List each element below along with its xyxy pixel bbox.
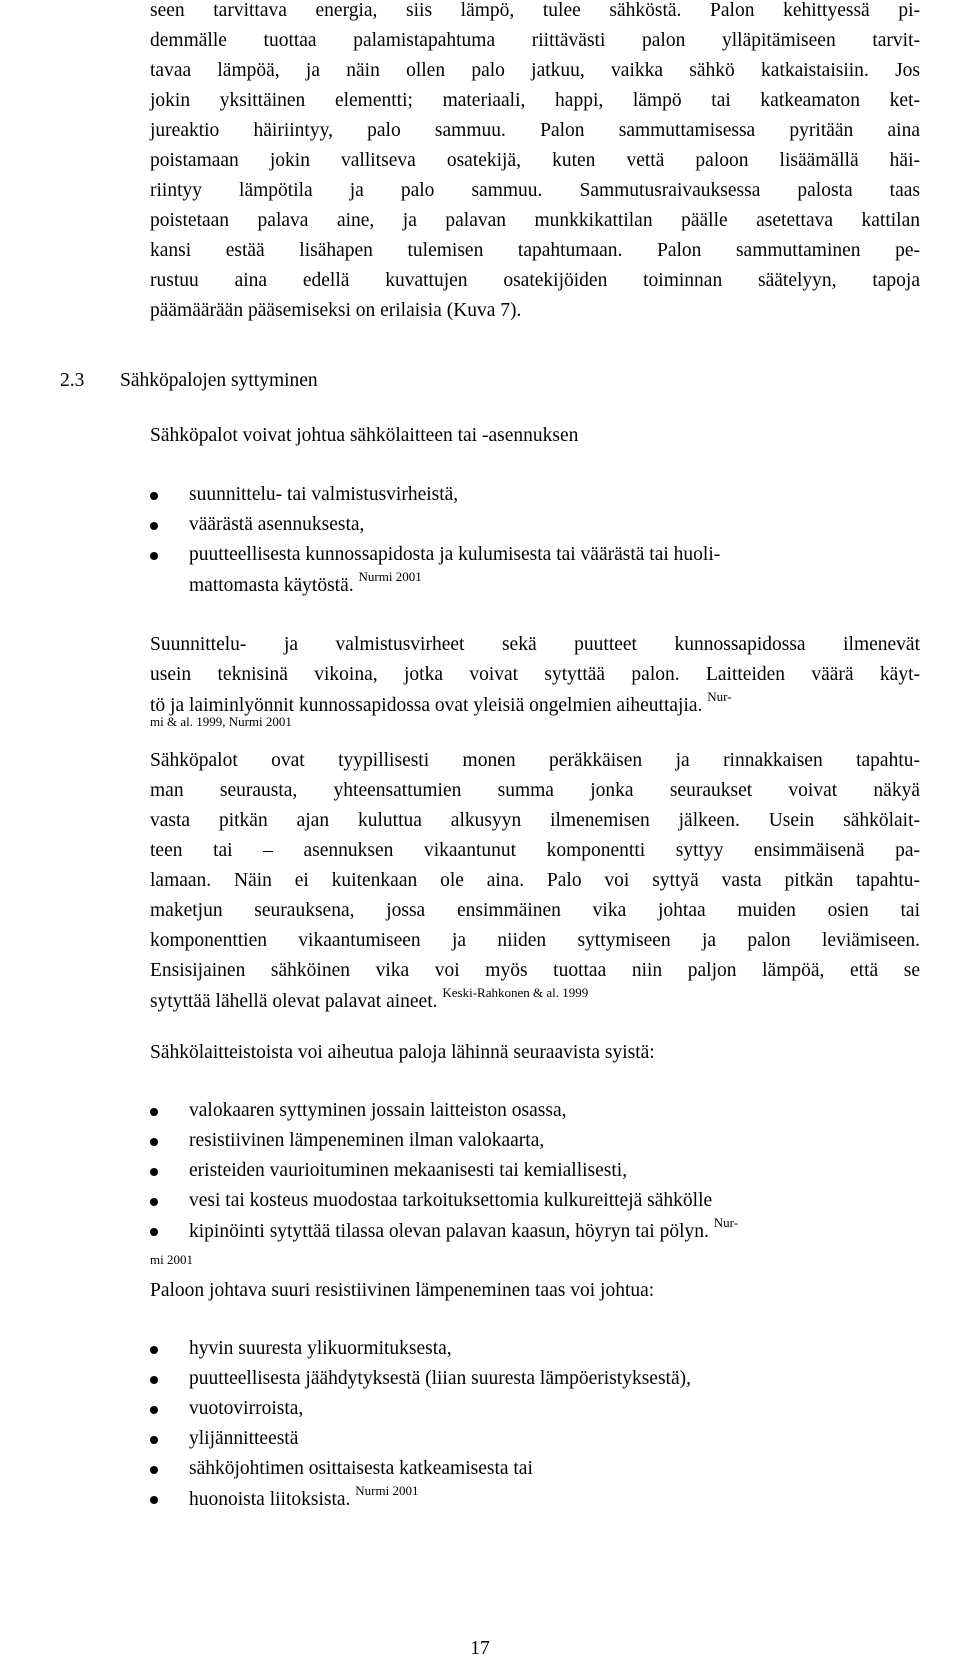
paragraph-line: Ensisijainen sähköinen vika voi myös tuottaa niin paljon lämpöä, että se bbox=[150, 960, 920, 981]
citation: Nur- bbox=[713, 1215, 739, 1230]
bullet-icon bbox=[150, 552, 158, 560]
fire-cause-list bbox=[150, 1096, 920, 1247]
citation: Keski-Rahkonen & al. 1999 bbox=[442, 985, 589, 1000]
bullet-icon bbox=[150, 1376, 158, 1384]
list-item: hyvin suuresta ylikuormituksesta, bbox=[150, 1334, 920, 1364]
paragraph-line: kansi estää lisähapen tulemisen tapahtumaan. Palon sammuttaminen pe- bbox=[150, 240, 920, 261]
paragraph-line: vasta pitkän ajan kuluttua alkusyyn ilmenemisen jälkeen. Usein sähkölait- bbox=[150, 810, 920, 831]
bullet-icon bbox=[150, 522, 158, 530]
paragraph-line: usein teknisinä vikoina, jotka voivat sytyttää palon. Laitteiden väärä käyt- bbox=[150, 664, 920, 685]
bullet-icon bbox=[150, 1108, 158, 1116]
paragraph-line: sytyttää lähellä olevat palavat aineet. $^{Keski-Rahkonen \& al. 1999}$ bbox=[150, 985, 589, 1012]
paragraph-line: Suunnittelu- ja valmistusvirheet sekä puutteet kunnossapidossa ilmenevät bbox=[150, 634, 920, 655]
paragraph-text: Sähkölaitteistoista voi aiheutua paloja lähinnä seuraavista syistä: bbox=[150, 1042, 655, 1063]
paragraph-line: tavaa lämpöä, ja näin ollen palo jatkuu, vaikka sähkö katkaistaisiin. Jos bbox=[150, 60, 920, 81]
list-item: eristeiden vaurioituminen mekaanisesti tai kemiallisesti, bbox=[150, 1156, 920, 1186]
bullet-icon bbox=[150, 1466, 158, 1474]
paragraph-line: lamaan. Näin ei kuitenkaan ole aina. Palo voi syttyä vasta pitkän tapahtu- bbox=[150, 870, 920, 891]
cause-list bbox=[150, 480, 920, 601]
paragraph bbox=[150, 746, 920, 1016]
citation-continuation bbox=[150, 1252, 920, 1268]
section-title: Sähköpalojen syttyminen bbox=[120, 370, 318, 391]
list-item: sähköjohtimen osittaisesta katkeamisesta tai bbox=[150, 1454, 920, 1484]
paragraph-text: Sähköpalot voivat johtua sähkölaitteen tai -asennuksen bbox=[150, 425, 579, 446]
paragraph bbox=[150, 630, 920, 730]
paragraph bbox=[150, 1276, 920, 1306]
paragraph-line: poistamaan jokin vallitseva osatekijä, kuten vettä paloon lisäämällä häi- bbox=[150, 150, 920, 171]
paragraph-line: rustuu aina edellä kuvattujen osatekijöiden toiminnan säätelyyn, tapoja bbox=[150, 270, 920, 291]
bullet-icon bbox=[150, 1496, 158, 1504]
paragraph-line: päämäärään pääsemiseksi on erilaisia (Kuva 7). bbox=[150, 300, 522, 321]
list-item: vesi tai kosteus muodostaa tarkoituksettomia kulkureittejä sähkölle bbox=[150, 1186, 920, 1216]
page-number: 17 bbox=[470, 1638, 490, 1659]
citation: mi 2001 bbox=[150, 1252, 193, 1267]
section-heading bbox=[60, 366, 318, 396]
list-item: resistiivinen lämpeneminen ilman valokaarta, bbox=[150, 1126, 920, 1156]
paragraph bbox=[150, 1038, 920, 1068]
section-number: 2.3 bbox=[60, 370, 85, 391]
bullet-icon bbox=[150, 1198, 158, 1206]
list-item: valokaaren syttyminen jossain laitteiston osassa, bbox=[150, 1096, 920, 1126]
list-item: puutteellisesta kunnossapidosta ja kulumisesta tai väärästä tai huoli- mattomasta käytöstä. $^{Nurmi 2001}$ bbox=[150, 540, 920, 601]
paragraph bbox=[150, 421, 920, 451]
bullet-icon bbox=[150, 492, 158, 500]
paragraph-line: poistetaan palava aine, ja palavan munkkikattilan päälle asetettava kattilan bbox=[150, 210, 920, 231]
resistive-heating-cause-list bbox=[150, 1334, 920, 1515]
list-item: vuotovirroista, bbox=[150, 1394, 920, 1424]
paragraph-text: Paloon johtava suuri resistiivinen lämpeneminen taas voi johtua: bbox=[150, 1280, 655, 1301]
bullet-icon bbox=[150, 1346, 158, 1354]
list-item: kipinöinti sytyttää tilassa olevan palavan kaasun, höyryn tai pölyn. $^{Nur-}$ bbox=[150, 1216, 920, 1247]
paragraph-line: riintyy lämpötila ja palo sammuu. Sammutusraivauksessa palosta taas bbox=[150, 180, 920, 201]
paragraph-line: tö ja laiminlyönnit kunnossapidossa ovat yleisiä ongelmien aiheuttajia. $^{Nur-}$ bbox=[150, 689, 732, 716]
list-item: huonoista liitoksista. $^{Nurmi 2001}$ bbox=[150, 1484, 920, 1515]
paragraph-line: man seurausta, yhteensattumien summa jonka seuraukset voivat näkyä bbox=[150, 780, 920, 801]
bullet-icon bbox=[150, 1138, 158, 1146]
bullet-icon bbox=[150, 1228, 158, 1236]
paragraph-line: seen tarvittava energia, siis lämpö, tulee sähköstä. Palon kehittyessä pi- bbox=[150, 0, 920, 21]
paragraph-line: jureaktio häiriintyy, palo sammuu. Palon sammuttamisessa pyritään aina bbox=[150, 120, 920, 141]
paragraph-line: jokin yksittäinen elementti; materiaali, happi, lämpö tai katkeamaton ket- bbox=[150, 90, 920, 111]
citation: Nur- bbox=[707, 689, 732, 704]
paragraph-line: demmälle tuottaa palamistapahtuma riittävästi palon ylläpitämiseen tarvit- bbox=[150, 30, 920, 51]
paragraph-line: teen tai – asennuksen vikaantunut komponentti syttyy ensimmäisenä pa- bbox=[150, 840, 920, 861]
intro-paragraph bbox=[150, 0, 920, 326]
list-item: ylijännitteestä bbox=[150, 1424, 920, 1454]
citation: Nurmi 2001 bbox=[358, 569, 422, 584]
citation: Nurmi 2001 bbox=[355, 1483, 419, 1498]
bullet-icon bbox=[150, 1406, 158, 1414]
list-item: puutteellisesta jäähdytyksestä (liian suuresta lämpöeristyksestä), bbox=[150, 1364, 920, 1394]
paragraph-line: Sähköpalot ovat tyypillisesti monen peräkkäisen ja rinnakkaisen tapahtu- bbox=[150, 750, 920, 771]
list-item: suunnittelu- tai valmistusvirheistä, bbox=[150, 480, 920, 510]
paragraph-line: maketjun seurauksena, jossa ensimmäinen vika johtaa muiden osien tai bbox=[150, 900, 920, 921]
bullet-icon bbox=[150, 1436, 158, 1444]
paragraph-line: komponenttien vikaantumiseen ja niiden syttymiseen ja palon leviämiseen. bbox=[150, 930, 920, 951]
citation: mi & al. 1999, Nurmi 2001 bbox=[150, 714, 292, 729]
bullet-icon bbox=[150, 1168, 158, 1176]
list-item: väärästä asennuksesta, bbox=[150, 510, 920, 540]
